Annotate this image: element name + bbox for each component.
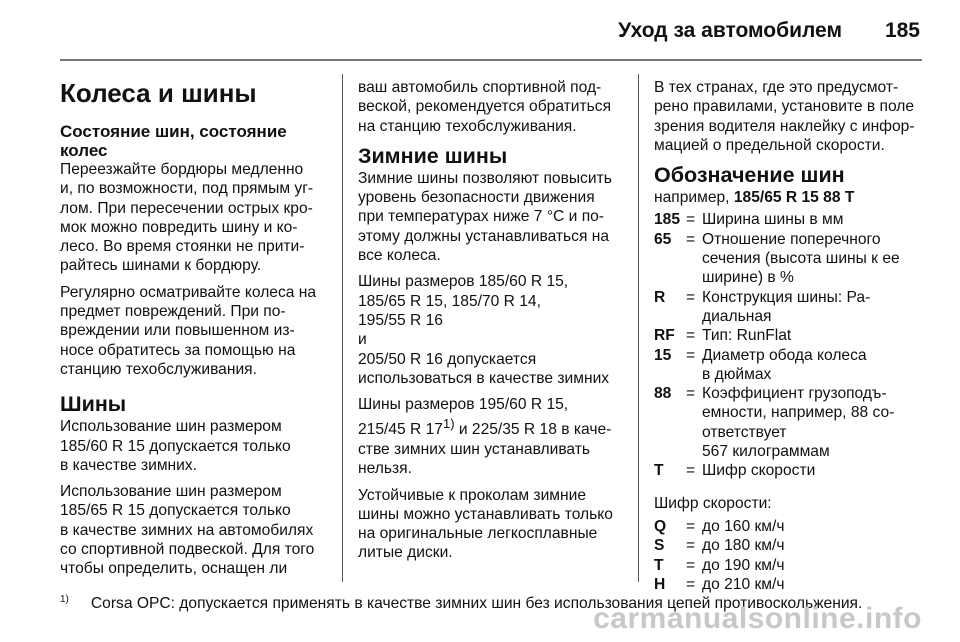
paragraph-inspection: Регулярно осматривайте колеса на предмет повреждений. При по- вреждении или повышенном из- носе обратитесь за помощью на станцию техобслуживания. bbox=[60, 283, 317, 378]
def-description: Коэффициент грузоподъ- емности, например, 88 со- ответствует 567 килограммам bbox=[702, 385, 895, 461]
page-number: 185 bbox=[884, 19, 920, 42]
example-label: например, bbox=[654, 189, 734, 207]
def-description: Ширина шины в мм bbox=[702, 211, 844, 229]
designation-row bbox=[654, 230, 924, 288]
def-equals: = bbox=[686, 346, 696, 364]
def-equals: = bbox=[686, 556, 696, 574]
footnote-text: Corsa OPC: допускается применять в качестве зимних шин без использования цепей противоскольжения. bbox=[90, 595, 863, 613]
speed-code-label: Шифр скорости: bbox=[654, 494, 772, 512]
subheading-tyre-designation: Обозначение шин bbox=[654, 163, 845, 188]
def-equals: = bbox=[686, 327, 696, 345]
not-allowed-sizes-text-b: и 225/35 R 18 в каче- стве зимних шин устанавливать нельзя. bbox=[358, 421, 612, 478]
designation-row bbox=[654, 326, 924, 345]
def-description: до 160 км/ч bbox=[702, 517, 785, 535]
def-description: Конструкция шины: Ра- диальная bbox=[702, 288, 871, 325]
def-description: до 210 км/ч bbox=[702, 575, 785, 593]
def-equals: = bbox=[686, 288, 696, 306]
subheading-tyre-condition: Состояние шин, состояние колес bbox=[60, 122, 287, 160]
column-divider-2 bbox=[638, 74, 639, 582]
designation-row bbox=[654, 288, 924, 327]
paragraph-winter-sizes: Шины размеров 185/60 R 15, 185/65 R 15, 185/70 R 14, 195/55 R 16 и 205/50 R 16 допускается использоваться в качестве зимних bbox=[358, 273, 610, 387]
designation-row bbox=[654, 384, 924, 461]
header-title: Уход за автомобилем bbox=[618, 19, 842, 42]
paragraph-tyre-size-2: Использование шин размером 185/65 R 15 допускается только в качестве зимних на автомобилях со спортивной подвеской. Для того чтобы определить, оснащен ли bbox=[60, 483, 315, 578]
def-equals: = bbox=[686, 211, 696, 229]
section-title-wheels-tyres: Колеса и шины bbox=[60, 78, 257, 108]
header-rule bbox=[60, 59, 922, 61]
speed-code-row bbox=[654, 536, 924, 555]
designation-example bbox=[654, 188, 924, 207]
column-3 bbox=[654, 78, 924, 594]
speed-code-row bbox=[654, 517, 924, 536]
def-description: до 180 км/ч bbox=[702, 537, 785, 555]
def-term: T bbox=[654, 462, 664, 480]
def-term: Q bbox=[654, 517, 667, 535]
def-description: Отношение поперечного сечения (высота шины к ее ширине) в % bbox=[702, 230, 900, 287]
def-description: Шифр скорости bbox=[702, 462, 816, 480]
def-term: R bbox=[654, 288, 666, 306]
paragraph-winter-safety: Зимние шины позволяют повысить уровень безопасности движения при температурах ниже 7 °C и по- этому должны устанавливаться на все колеса. bbox=[358, 169, 612, 265]
subheading-winter-tyres: Зимние шины bbox=[358, 143, 508, 168]
column-2 bbox=[358, 78, 630, 570]
footnote-ref: 1) bbox=[442, 416, 455, 432]
def-description: до 190 км/ч bbox=[702, 556, 785, 574]
def-term: S bbox=[654, 537, 665, 555]
def-equals: = bbox=[686, 385, 696, 403]
speed-code-row bbox=[654, 556, 924, 575]
paragraph-curbs: Переезжайте бордюры медленно и, по возможности, под прямым уг- лом. При пересечении острых кро- мок можно повредить шину и ко- лесо. Во время стоянки не прити- райтесь шинами к бордюру. bbox=[60, 161, 314, 275]
not-allowed-sizes-text-a: Шины размеров 195/60 R 15, 215/45 R 17 bbox=[358, 396, 569, 439]
watermark: carmanualsonline.info bbox=[593, 602, 922, 635]
def-equals: = bbox=[686, 575, 696, 593]
designation-definitions bbox=[654, 210, 924, 480]
def-term: 15 bbox=[654, 346, 672, 364]
def-equals: = bbox=[686, 462, 696, 480]
paragraph-tyre-size-1: Использование шин размером 185/60 R 15 допускается только в качестве зимних. bbox=[60, 418, 291, 474]
footnote-mark: 1) bbox=[60, 594, 69, 605]
column-divider-1 bbox=[342, 74, 343, 582]
paragraph-not-allowed-sizes bbox=[358, 395, 630, 478]
designation-row bbox=[654, 210, 924, 229]
def-term: H bbox=[654, 575, 666, 593]
paragraph-speed-sticker: В тех странах, где это предусмот- рено правилами, установите в поле зрения водителя наклейку с инфор- мацией о предельной скорости. bbox=[654, 79, 915, 154]
def-term: 185 bbox=[654, 211, 681, 229]
def-term: 88 bbox=[654, 385, 672, 403]
def-term: 65 bbox=[654, 230, 672, 248]
column-1 bbox=[60, 78, 328, 586]
speed-code-list bbox=[654, 517, 924, 594]
example-value: 185/65 R 15 88 T bbox=[733, 189, 855, 207]
def-equals: = bbox=[686, 537, 696, 555]
page-header bbox=[60, 16, 922, 56]
def-description: Диаметр обода колеса в дюймах bbox=[702, 346, 867, 383]
def-equals: = bbox=[686, 517, 696, 535]
subheading-tyres: Шины bbox=[60, 392, 127, 417]
paragraph-runflat-winter: Устойчивые к проколам зимние шины можно устанавливать только на оригинальные легкосплавные литые диски. bbox=[358, 486, 613, 562]
def-equals: = bbox=[686, 230, 696, 248]
def-description: Тип: RunFlat bbox=[702, 327, 792, 345]
def-term: RF bbox=[654, 327, 675, 345]
def-term: T bbox=[654, 556, 664, 574]
designation-row bbox=[654, 346, 924, 385]
paragraph-sport-suspension: ваш автомобиль спортивной под- веской, рекомендуется обратиться на станцию техобслуживания. bbox=[358, 79, 612, 135]
designation-row bbox=[654, 461, 924, 480]
